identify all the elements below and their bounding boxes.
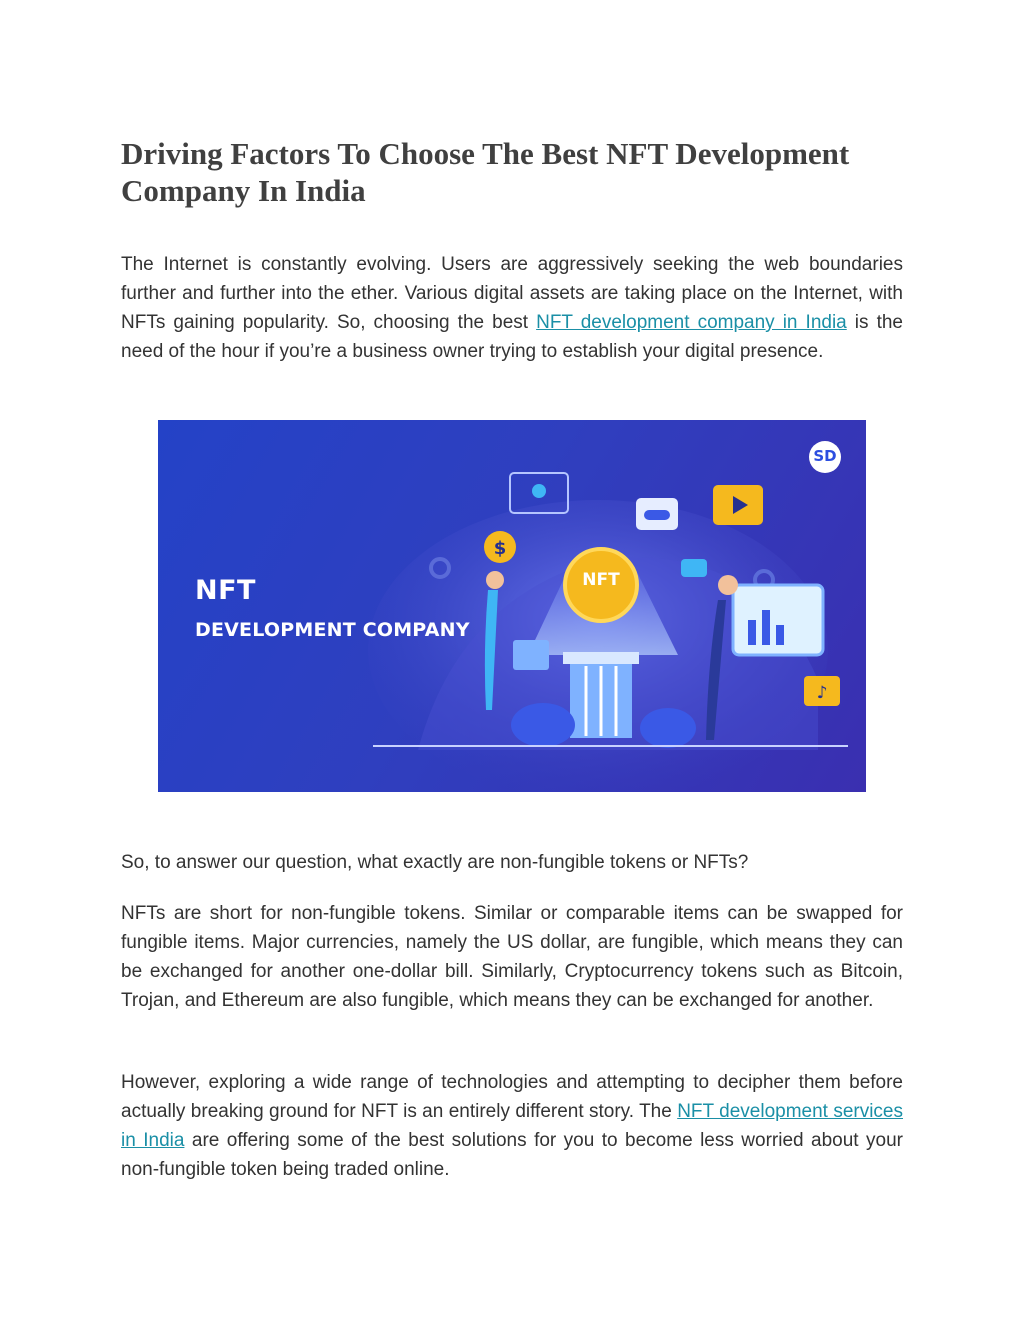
banner-illustration — [158, 420, 866, 792]
closing-text-after-link: are offering some of the best solutions for you to become less worried about your non-fungible token being traded online. — [121, 1130, 903, 1180]
article-title: Driving Factors To Choose The Best NFT Development Company In India — [121, 136, 850, 208]
banner-heading: NFT — [195, 575, 256, 606]
nft-development-company-link[interactable]: NFT development company in India — [536, 312, 847, 333]
banner-subheading: DEVELOPMENT COMPANY — [195, 619, 470, 641]
intro-text-after-link: is the need of the hour if you’re a business owner trying to establish your digital presence. — [121, 312, 903, 362]
intro-text-before-link: The Internet is constantly evolving. Users are aggressively seeking the web boundaries further and further into the ether. Various digital assets are taking place on the Internet, with NFTs gaining popularity. So, choosing the best — [121, 254, 903, 333]
question-paragraph: So, to answer our question, what exactly are non-fungible tokens or NFTs? — [121, 852, 749, 873]
pedestal-top — [563, 652, 639, 664]
closing-paragraph — [121, 1068, 903, 1184]
svg-text:$: $ — [493, 538, 507, 559]
svg-text:♪: ♪ — [816, 683, 828, 703]
image-card-icon — [513, 640, 549, 670]
bush-right — [640, 708, 696, 748]
logo-label: SD — [813, 447, 837, 465]
nft-development-services-link[interactable]: NFT development services in India — [121, 1101, 903, 1151]
nft-definition-paragraph: NFTs are short for non-fungible tokens. Similar or comparable items can be swapped for fungible items. Major currencies, namely the US dollar, are fungible, which means they can be exchanged for another one-dollar bill. Similarly, Cryptocurrency tokens such as Bitcoin, Trojan, and Ethereum are also fungible, which means they can be exchanged for another. — [121, 903, 903, 1011]
nft-banner-image — [158, 420, 866, 792]
chat-bubble-icon — [681, 559, 707, 577]
coin-label: NFT — [582, 570, 620, 590]
closing-text-before-link: However, exploring a wide range of technologies and attempting to decipher them before actually breaking ground for NFT is an entirely different story. The — [121, 1072, 903, 1122]
intro-paragraph — [121, 250, 903, 366]
bush-left — [511, 703, 575, 747]
